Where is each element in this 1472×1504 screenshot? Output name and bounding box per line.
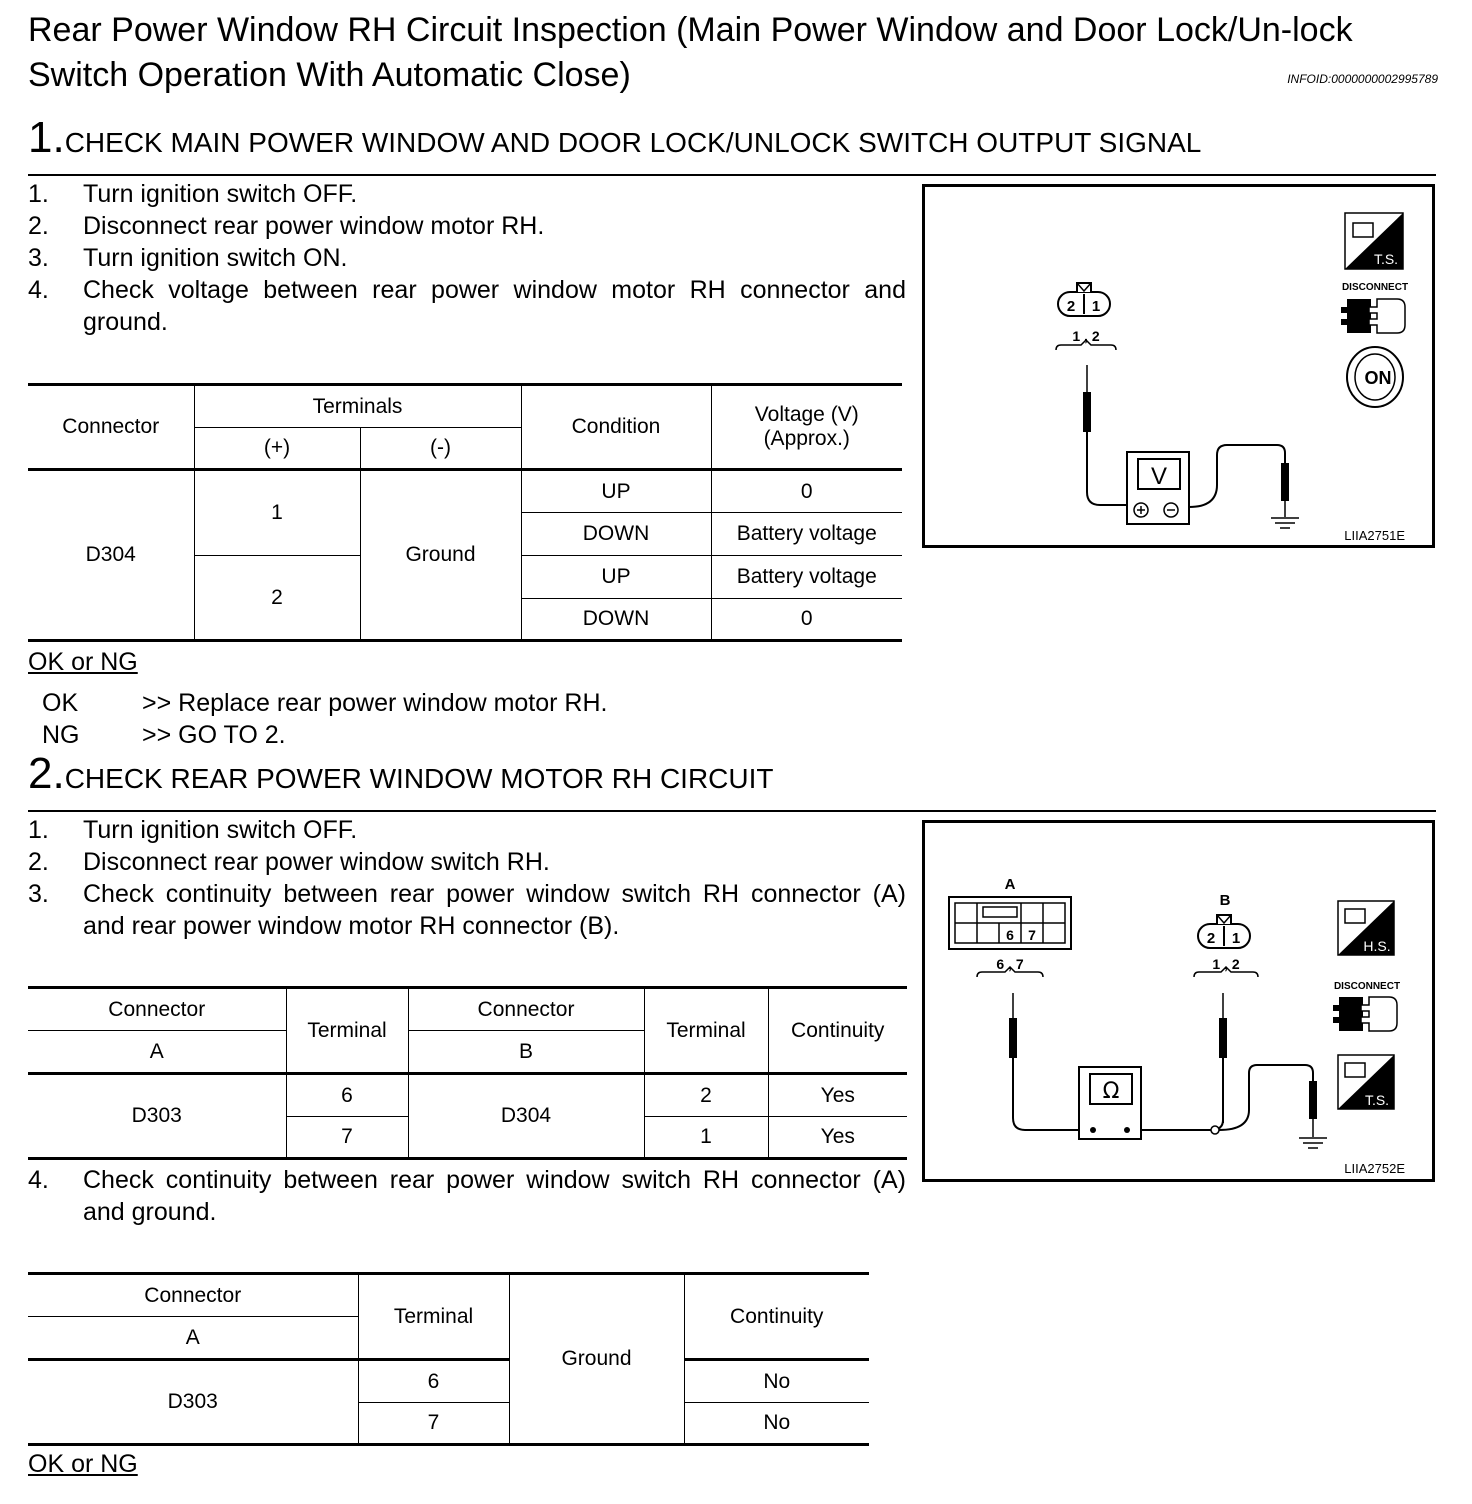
text-value: T.S. <box>1364 1092 1390 1108</box>
table-cell: 7 <box>358 1403 509 1445</box>
text-value: 2. <box>28 848 49 876</box>
text-value: 4. <box>28 276 49 304</box>
ignition-on-icon <box>1347 347 1403 407</box>
text-value: DISCONNECT <box>1341 282 1409 293</box>
result-ng <box>42 719 607 751</box>
step-1-instructions <box>28 178 906 338</box>
table-cell: DOWN <box>521 513 711 556</box>
table-cell: 0 <box>711 599 902 641</box>
text-value: (Approx.) <box>763 427 850 450</box>
table-header: Continuity <box>684 1274 869 1360</box>
diagram-svg <box>925 187 1432 545</box>
text-value: Turn ignition switch OFF. <box>83 180 358 208</box>
text-value: 2 <box>1206 930 1216 947</box>
table-header: Terminals <box>194 385 521 428</box>
step-number: 2. <box>28 749 65 798</box>
text-value: DISCONNECT <box>1333 981 1401 992</box>
text-value: 1. <box>28 180 49 208</box>
table-cell: UP <box>521 556 711 599</box>
table-cell: 7 <box>286 1117 408 1159</box>
table-header: Connector <box>28 385 194 470</box>
table-header: Terminal <box>286 988 408 1074</box>
voltage-table <box>28 383 902 642</box>
text-value: >> Replace rear power window motor RH. <box>142 689 608 717</box>
table-header: (-) <box>360 428 521 470</box>
text-value: 1. <box>28 816 49 844</box>
page-title: Rear Power Window RH Circuit Inspection (Main Power Window and Door Lock/Un-lock Switch Operation With Automatic Close) <box>28 11 1353 94</box>
result-ok <box>42 687 607 719</box>
text-value: Disconnect rear power window motor RH. <box>83 212 545 240</box>
table-header: Terminal <box>358 1274 509 1360</box>
text-value: 1 <box>1231 930 1241 947</box>
ts-icon <box>1345 213 1403 269</box>
step-1-results <box>42 687 607 751</box>
table-header: A <box>28 1031 286 1074</box>
table-cell: 1 <box>194 470 360 556</box>
divider <box>28 810 1436 812</box>
table-cell: 0 <box>711 470 902 513</box>
table-header: Terminal <box>644 988 768 1074</box>
text-value: 6 <box>1006 927 1014 943</box>
step-2-instruction-4 <box>28 1164 906 1228</box>
list-item <box>28 242 906 274</box>
text-value: A <box>1004 876 1016 893</box>
table-cell: 2 <box>644 1074 768 1117</box>
list-item <box>28 274 906 338</box>
text-value: Turn ignition switch OFF. <box>83 816 358 844</box>
text-value: 3. <box>28 880 49 908</box>
list-item <box>28 814 906 846</box>
text-value: 2. <box>28 212 49 240</box>
table-cell: DOWN <box>521 599 711 641</box>
table-header: Connector <box>28 1274 358 1317</box>
list-item <box>28 1164 906 1228</box>
text-value: Check continuity between rear power window switch RH connector (A) and ground. <box>83 1166 906 1226</box>
text-value: H.S. <box>1363 938 1391 954</box>
voltage-check-diagram <box>922 184 1435 548</box>
text-value: LIIA2752E <box>1344 1161 1405 1176</box>
divider <box>28 174 1436 176</box>
table-cell: D304 <box>408 1074 644 1159</box>
table-cell: Yes <box>768 1117 907 1159</box>
text-value: 4. <box>28 1166 49 1194</box>
diagram-svg <box>925 823 1432 1179</box>
text-value: T.S. <box>1373 251 1399 267</box>
table-cell: No <box>684 1360 869 1403</box>
text-value: OK <box>42 689 79 717</box>
hs-icon <box>1338 901 1394 955</box>
table-header: Connector <box>408 988 644 1031</box>
info-id: INFOID:0000000002995789 <box>1287 72 1438 86</box>
table-header: Connector <box>28 988 286 1031</box>
table-header: Condition <box>521 385 711 470</box>
table-cell: Yes <box>768 1074 907 1117</box>
text-value: 6 , 7 <box>996 956 1024 972</box>
continuity-table-ab <box>28 986 907 1160</box>
list-item <box>28 178 906 210</box>
step-number: 1. <box>28 113 65 162</box>
table-cell: Ground <box>360 470 521 641</box>
text-value: 1 , 2 <box>1072 328 1100 344</box>
table-cell: Ground <box>509 1274 684 1445</box>
table-cell: No <box>684 1403 869 1445</box>
ts-icon <box>1338 1055 1394 1109</box>
text-value: Voltage (V) <box>754 403 859 426</box>
continuity-check-diagram <box>922 820 1435 1182</box>
table-cell: 1 <box>644 1117 768 1159</box>
table-cell: D304 <box>28 470 194 641</box>
table-header: (+) <box>194 428 360 470</box>
step-title: CHECK MAIN POWER WINDOW AND DOOR LOCK/UNLOCK SWITCH OUTPUT SIGNAL <box>64 127 1202 158</box>
ok-or-ng-label: OK or NG <box>28 1450 138 1478</box>
step-2-instructions <box>28 814 906 942</box>
text-value: LIIA2751E <box>1344 528 1405 543</box>
text-value: 1 , 2 <box>1212 956 1240 972</box>
text-value: B <box>1219 892 1231 909</box>
table-header: B <box>408 1031 644 1074</box>
text-value: Check voltage between rear power window motor RH connector and ground. <box>83 276 906 336</box>
list-item <box>28 846 906 878</box>
step-2-heading <box>28 749 774 798</box>
table-header: A <box>28 1317 358 1360</box>
table-header: Continuity <box>768 988 907 1074</box>
text-value: >> GO TO 2. <box>142 721 286 749</box>
text-value: NG <box>42 721 80 749</box>
text-value: ON <box>1364 368 1392 388</box>
table-header <box>711 385 902 470</box>
disconnect-icon <box>1333 981 1400 1031</box>
list-item <box>28 210 906 242</box>
text-value: Turn ignition switch ON. <box>83 244 348 272</box>
table-cell: 2 <box>194 556 360 641</box>
text-value: Disconnect rear power window switch RH. <box>83 848 550 876</box>
table-cell: UP <box>521 470 711 513</box>
text-value: 7 <box>1028 927 1036 943</box>
text-value: 2 <box>1066 298 1076 315</box>
text-value: V <box>1150 463 1168 490</box>
text-value: 3. <box>28 244 49 272</box>
table-cell: Battery voltage <box>711 556 902 599</box>
step-title: CHECK REAR POWER WINDOW MOTOR RH CIRCUIT <box>64 763 774 794</box>
text-value: Check continuity between rear power window switch RH connector (A) and rear power window motor RH connector (B). <box>83 880 906 940</box>
table-cell: D303 <box>28 1360 358 1445</box>
table-cell: 6 <box>286 1074 408 1117</box>
continuity-table-ground <box>28 1272 869 1446</box>
table-cell: D303 <box>28 1074 286 1159</box>
text-value: 1 <box>1091 298 1101 315</box>
table-cell: 6 <box>358 1360 509 1403</box>
step-1-heading <box>28 113 1202 162</box>
ok-or-ng-label: OK or NG <box>28 648 138 676</box>
list-item <box>28 878 906 942</box>
table-cell: Battery voltage <box>711 513 902 556</box>
text-value: Ω <box>1102 1079 1120 1104</box>
disconnect-icon <box>1341 282 1408 333</box>
